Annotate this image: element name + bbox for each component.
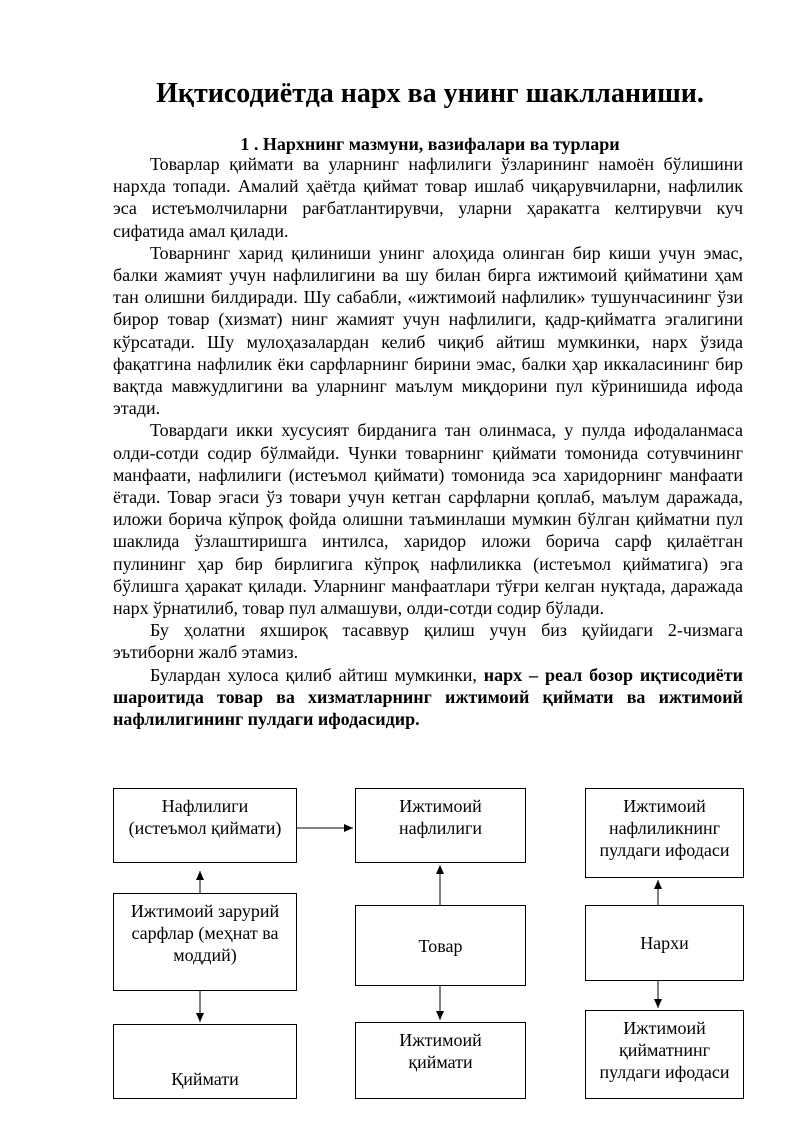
price-box [585,905,744,981]
box-line: пулдаги ифодаси [599,1062,730,1082]
box-label: Қиймати [171,1069,239,1089]
box-line: Ижтимоий [399,1030,482,1050]
box-line: қиймати [408,1052,473,1072]
box-line: сарфлар (меҳнат ва [131,923,279,943]
social-utility-money-box [585,788,744,878]
price-formation-diagram [0,760,800,1131]
box-label: Нархи [640,933,689,953]
conclusion-paragraph [113,664,743,731]
page-title: Иқтисодиётда нарх ва унинг шаклланиши. [156,78,704,109]
paragraph: Товарнинг харид қилиниши унинг алоҳида олинган бир киши учун эмас, балки жамият учун нафлилигини ва шу билан бирга ижтимоий қийматини ҳам тан олишни билдиради. Шу сабабли, «ижтимоий нафлилик» тушунчасининг ўзи бирор товар (хизмат) нинг жамият учун нафлилиги, қадр-қийматга эгалигини кўрсатади. Шу мулоҳазалардан келиб чиқиб айтиш мумкинки, нарх ўзида фақатгина нафлилик ёки сарфларнинг бирини эмас, балки ҳар иккаласининг бир вақтда мавжудлигини ва уларнинг маълум миқдорини пул кўринишида ифода этади. [113,242,743,419]
social-value-box [355,1022,526,1099]
paragraph: Бу ҳолатни яхшироқ тасаввур қилиш учун биз қуйидаги 2-чизмага эътиборни жалб этамиз. [113,620,743,663]
box-line: Ижтимоий [623,1018,706,1038]
box-line: Ижтимоий [623,796,706,816]
section-heading: 1 . Нархнинг мазмуни, вазифалари ва турлари [240,134,620,154]
box-line: нафлилиги [398,818,483,838]
social-utility-box [355,788,526,863]
box-line: (истеъмол қиймати) [128,818,282,838]
box-line: моддий) [173,945,237,965]
box-line: Ижтимоий [399,796,482,816]
box-line: нафлиликнинг [608,818,721,838]
goods-box [355,905,526,986]
box-label: Товар [418,935,463,956]
paragraph: Товарлар қиймати ва уларнинг нафлилиги ўзларининг намоён бўлишини нархда топади. Амалий ҳаётда қиймат товар ишлаб чиқарувчиларни, нафлилик эса истеъмолчиларни рағбатлантирувчи, уларни ҳаракатга келтирувчи куч сифатида амал қилади. [113,154,743,241]
conclusion-lead: Булардан хулоса қилиб айтиш мумкинки, [150,664,484,685]
social-costs-box [113,893,297,991]
box-line: қийматнинг [619,1040,710,1060]
value-box [113,1024,297,1099]
box-line: Нафлилиги [161,796,249,816]
social-value-money-box [585,1010,744,1099]
box-line: Ижтимоий зарурий [130,901,280,921]
price-definition: нарх – реал бозор иқтисодиёти шароитида товар ва хизматларнинг ижтимоий қиймати ва ижтимоий нафлилигининг пулдаги ифодасидир. [113,664,743,730]
utility-box [113,788,297,863]
box-line: пулдаги ифодаси [599,840,730,860]
body-text [113,153,743,730]
paragraph: Товардаги икки хусусият бирданига тан олинмаса, у пулда ифодаланмаса олди-сотди содир бўлмайди. Чунки товарнинг қиймати томонида сотувчининг манфаати, нафлилиги (истеъмол қиймати) томонида эса харидорнинг манфаати ётади. Товар эгаси ўз товари учун кетган сарфларни қоплаб, маълум даражада, иложи борича кўпроқ фойда олишни таъминлаши мумкин бўлган қийматни пул шаклида ўзлаштиришга интилса, харидор иложи борича сарф қилаётган пулининг ҳар бир бирлигига кўпроқ нафлиликка (истеъмол қийматига) эга бўлишга ҳаракат қилади. Уларнинг манфаатлари тўғри келган нуқтада, даражада нарх ўрнатилиб, товар пул алмашуви, олди-сотди содир бўлади. [113,420,743,619]
